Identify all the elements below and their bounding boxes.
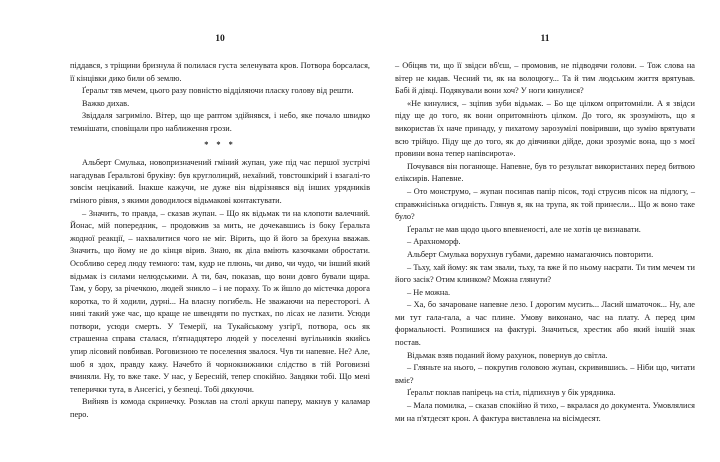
paragraph: Ґеральт не мав щодо цього впевненості, але не хотів це визнавати.: [407, 224, 641, 234]
page-number: 10: [215, 33, 225, 44]
paragraph: Альберт Смулька ворухнув губами, даремно намагаючись повторити.: [407, 249, 654, 259]
paragraph: – Мала помилка, – сказав спокійно й тихо, – вкралася до документа. Умовлялися ми на п'ятдесят крон. А фактура виставлена на вісімдесят.: [395, 401, 695, 423]
paragraph: – Ото монструмо, – жупан посипав папір пісок, тоді струсив пісок на підлогу, – справжнісінька огидність. Глянув я, як на трупа, як той принесли... Що ж воно таке було?: [395, 186, 695, 222]
paragraph: – Арахноморф.: [407, 237, 461, 247]
paragraph: Почувався він поганюще. Напевне, був то результат використаних перед битвою еліксирів. Напевне.: [395, 161, 695, 184]
paragraph: піддався, з тріщини бризнула й полилася густа зеленувата кров. Потвора борсалася, її кінцівки дико били об землю.: [70, 61, 370, 83]
paragraph: – Гляньте на нього, – покрутив головою жупан, скривившись. – Ніби що, читати вміє?: [395, 363, 695, 385]
right-page: [395, 0, 695, 462]
paragraph: «Не кинулися, – зціпив зуби відьмак. – Бо ще цілком опритомніли. А я звідси піду ще до того, як вони опритомніють цілком. До того, як зрозуміють, що я використав їх наче принаду, у пихатому зарозумілі повіривши, що зумію врятувати всю трійцю. Піду ще до того, як до дівчинки дійде, доки зрозуміє вона, що з моєї провини вона тепер напівсирота».: [395, 98, 695, 159]
page-text: [70, 60, 370, 422]
paragraph: – Ха, бо зачароване напевне лезо. І дорогим мусить... Ласий шматочок... Ну, але ми тут гала-гала, а час плине. Умову виконано, час на плату. А перед цим формальності. Розпишися на фактурі. Значиться, хрестик або який іншій знак постав.: [395, 300, 695, 348]
paragraph: – Значить, то правда, – сказав жупан. – Що як відьмак ти на клопоти валечний. Йонас, мій попередник, – продовжив за мить, не дочекавшись із боку Ґеральта жодної реакції, – нахвалитися чого не міг. Вірить, що й його за брехуна вважав. Значить, що йому не до кінця вірив. Знаю, як діла вміють казочками обростати. Особливо серед люду темного: там, кудр не плюнь, чи диво, чи чудо, чи інший який відьмак із силами нелюдськими. А ти, бач, показав, що вони довго бували щира. Там, у бору, за річечкою, людей зникло – і не пораху. То ж йшло до містечка дорога коротка, то й ходили, дурні... На власну погибель. Не зважаючи на пересторогі. А нині такий уже час, що краще не швендяти по пустках, по лісах не лазити. Усюди потвори, усюди смерть. У Темерії, на Тукайському узгір'ї, потвора, ось як страшенна справа сталася, п'ятнадцятеро людей у поселенні вугільників якийсь упир лісовий повбивав. Роговизною те поселення звалося. Чув ти напевне. Не? Але, шоб я здох, правду кажу. Начебто й чорнокнижники слідство в тій Роговизні вчиняли. Ну, то вже таке. У нас, у Бересній, тепер спокійно. Завдяки тобі. Що мені теперички тута, в Ансегісі, у безпеці. Тобі дякуючи.: [70, 208, 370, 394]
left-page: [70, 0, 370, 462]
paragraph: – Не можна.: [407, 287, 451, 297]
section-separator: * * *: [204, 139, 236, 149]
paragraph: Ґеральт поклав папірець на стіл, підпихнув у бік урядника.: [407, 388, 616, 398]
paragraph: Ґеральт тяв мечем, цього разу повністю відділяючи пласку голову від решти.: [82, 86, 354, 96]
paragraph: Відьмак взяв поданий йому рахунок, повернув до світла.: [407, 350, 608, 360]
paragraph: Альберт Смулька, новопризначений гміний жупан, уже під час першої зустрічі нагадував Ґеральтові бруківу: був круглолиций, нехаїний, товстошкірий і взагалі-то зовсім нецікавий. Інакше кажучи, не дуже він відрізнявся від інших урядників гміного рівня, з якими доводилося відьмакові контактувати.: [70, 158, 370, 205]
page-text: [395, 60, 695, 425]
paragraph: Важко дихав.: [82, 98, 130, 108]
paragraph: – Тьху, хай йому: як там звали, тьху, та вже й по ньому насрати. Ти тим мечем ти його засік? Отим клинком? Можна глянути?: [395, 262, 695, 285]
paragraph: Звіддаля загриміло. Вітер, що ще раптом здійнявся, і небо, яке почало швидко темнішати, сповіщали про наближення грози.: [70, 111, 370, 133]
paragraph: – Обіцяв ти, що її звідси вб'єш, – промовив, не підводячи голови. – Тож слова на вітер не кидав. Чесний ти, як на волоцюгу... Та й тим людським життя врятував. Бабі й дівці. Подякували вони хоч? У ноги кинулися?: [395, 61, 695, 96]
paragraph: Вийняв із комода скринечку. Розклав на столі аркуш паперу, макнув у каламар перо.: [70, 397, 370, 420]
page-number: 11: [540, 33, 550, 44]
